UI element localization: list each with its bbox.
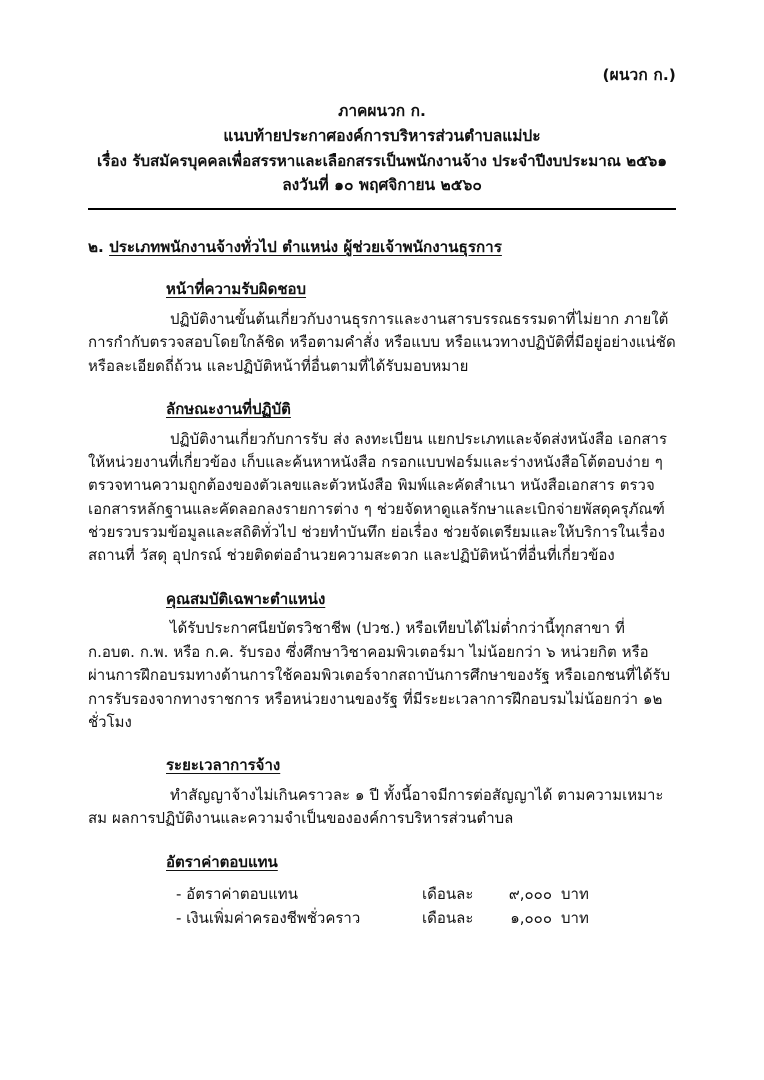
compensation-row-period: เดือนละ: [422, 909, 474, 928]
section-employment-period: [88, 734, 676, 830]
table-row: [176, 882, 601, 906]
compensation-row-unit: บาท: [561, 885, 589, 904]
responsibilities-heading: หน้าที่ความรับผิดชอบ: [166, 280, 307, 299]
annex-tag: (ผนวก ก.): [602, 66, 676, 84]
title-line-4: ลงวันที่ ๑๐ พฤศจิกายน ๒๕๖๐: [282, 176, 482, 195]
title-line-1: ภาคผนวก ก.: [338, 101, 426, 120]
qualifications-body: ได้รับประกาศนียบัตรวิชาชีพ (ปวช.) หรือเทียบได้ไม่ต่ำกว่านี้ทุกสาขา ที่ ก.อบต. ก.พ. หรือ ก.ค. รับรอง ซึ่งศึกษาวิชาคอมพิวเตอร์มา ไม่น้อยกว่า ๖ หน่วยกิต หรือผ่านการฝึกอบรมทางด้านการใช้คอมพิวเตอร์จากสถาบันการศึกษาของรัฐ หรือเอกชนที่ได้รับการรับรองจากทางราชการ หรือหน่วยงานของรัฐ ที่มีระยะเวลาการฝึกอบรมไม่น้อยกว่า ๑๒ ชั่วโมง: [88, 619, 671, 731]
compensation-row-amount: ๙,๐๐๐: [508, 885, 552, 904]
page-content-area: [88, 0, 676, 1080]
section-heading: [88, 236, 676, 259]
section-number: ๒.: [88, 237, 104, 256]
job-description-heading: ลักษณะงานที่ปฏิบัติ: [166, 400, 291, 419]
compensation-row-label: - เงินเพิ่มค่าครองชีพชั่วคราว: [176, 909, 361, 928]
title-line-3: เรื่อง รับสมัครบุคคลเพื่อสรรหาและเลือกสรรเป็นพนักงานจ้าง ประจำปีงบประมาณ ๒๕๖๑: [97, 151, 667, 170]
section-job-description: [88, 378, 676, 568]
section-qualifications: [88, 568, 676, 734]
compensation-row-period: เดือนละ: [422, 885, 474, 904]
responsibilities-body: ปฏิบัติงานขั้นต้นเกี่ยวกับงานธุรการและงานสารบรรณธรรมดาที่ไม่ยาก ภายใต้การกำกับตรวจสอบโดยใกล้ชิด หรือตามคำสั่ง หรือแบบ หรือแนวทางปฏิบัติที่มีอยู่อย่างแน่ชัด หรือละเอียดถี่ถ้วน และปฏิบัติหน้าที่อื่นตามที่ได้รับมอบหมาย: [88, 309, 676, 375]
section-heading-text: ประเภทพนักงานจ้างทั่วไป ตำแหน่ง ผู้ช่วยเจ้าพนักงานธุรการ: [109, 237, 502, 256]
table-row: [176, 906, 601, 930]
compensation-table-body: [176, 882, 601, 931]
compensation-row-unit: บาท: [561, 909, 589, 928]
compensation-row-amount: ๑,๐๐๐: [510, 909, 552, 928]
compensation-row-label: - อัตราค่าตอบแทน: [176, 885, 298, 904]
compensation-table: [176, 882, 601, 931]
job-description-body: ปฏิบัติงานเกี่ยวกับการรับ ส่ง ลงทะเบียน แยกประเภทและจัดส่งหนังสือ เอกสาร ให้หน่วยงานที่เกี่ยวข้อง เก็บและค้นหาหนังสือ กรอกแบบฟอร์มและร่างหนังสือโต้ตอบง่าย ๆ ตรวจทานความถูกต้องของตัวเลขและตัวหนังสือ พิมพ์และคัดสำเนา หนังสือเอกสาร ตรวจเอกสารหลักฐานและคัดลอกลงรายการต่าง ๆ ช่วยจัดหาดูแลรักษาและเบิกจ่ายพัสดุครุภัณฑ์ ช่วยรวบรวมข้อมูลและสถิติทั่วไป ช่วยทำบันทึก ย่อเรื่อง ช่วยจัดเตรียมและให้บริการในเรื่องสถานที่ วัสดุ อุปกรณ์ ช่วยติดต่ออำนวยความสะดวก และปฏิบัติหน้าที่อื่นที่เกี่ยวข้อง: [88, 429, 668, 565]
qualifications-heading: คุณสมบัติเฉพาะตำแหน่ง: [166, 589, 326, 608]
title-line-2: แนบท้ายประกาศองค์การบริหารส่วนตำบลแม่ปะ: [223, 126, 541, 145]
section-compensation: [88, 831, 676, 931]
compensation-heading: อัตราค่าตอบแทน: [166, 852, 278, 871]
employment-period-heading: ระยะเวลาการจ้าง: [166, 756, 281, 775]
employment-period-body: ทำสัญญาจ้างไม่เกินคราวละ ๑ ปี ทั้งนี้อาจมีการต่อสัญญาได้ ตามความเหมาะสม ผลการปฏิบัติงานและความจำเป็นขององค์การบริหารส่วนตำบล: [88, 785, 664, 828]
header-divider: [88, 208, 676, 210]
section-responsibilities: [88, 258, 676, 378]
document-title-block: [88, 99, 676, 199]
